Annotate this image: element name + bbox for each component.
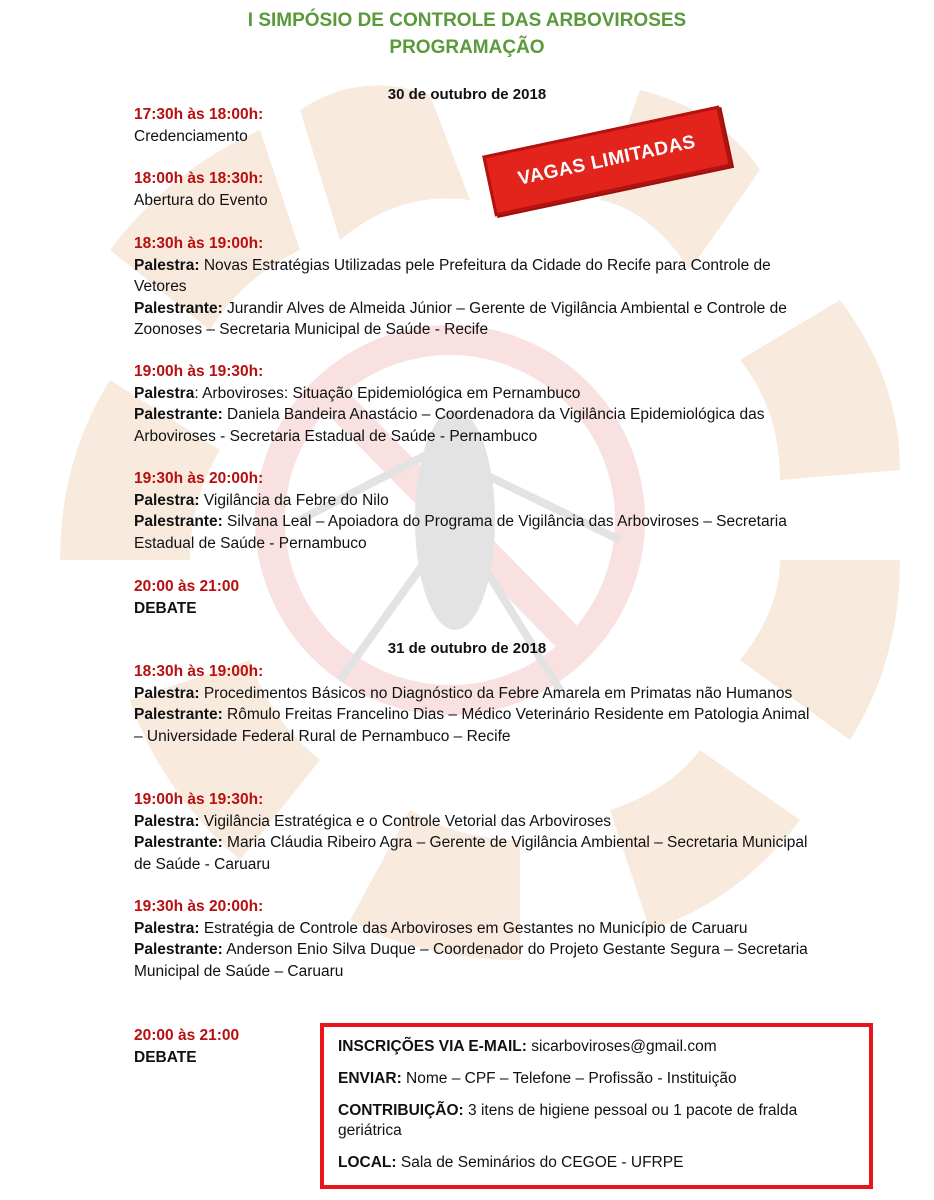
local-label: LOCAL: [338, 1154, 397, 1171]
palestra-label: Palestra: [134, 256, 200, 274]
schedule-item [134, 104, 814, 147]
program-subtitle: PROGRAMAÇÃO [389, 37, 545, 58]
palestra-label: Palestra: [134, 491, 200, 509]
palestra-label: Palestra: [134, 812, 200, 830]
schedule-item [134, 576, 814, 619]
item-time: 20:00 às 21:00 [134, 578, 240, 595]
event-title: I SIMPÓSIO DE CONTROLE DAS ARBOVIROSES [247, 10, 687, 31]
palestra-label: Palestra [134, 384, 195, 402]
palestrante-text: Silvana Leal – Apoiadora do Programa de Vigilância das Arboviroses – Secretaria Estadual de Saúde - Pernambuco [134, 513, 787, 552]
day2-date: 31 de outubro de 2018 [387, 640, 547, 657]
contribuicao-line [338, 1101, 855, 1141]
contribuicao-label: CONTRIBUIÇÃO: [338, 1102, 464, 1119]
enviar-line [338, 1069, 855, 1089]
schedule-item [134, 1025, 314, 1068]
palestrante-text: Rômulo Freitas Francelino Dias – Médico Veterinário Residente em Patologia Animal – Universidade Federal Rural de Pernambuco – Recife [134, 706, 810, 745]
palestra-text: Novas Estratégias Utilizadas pele Prefeitura da Cidade do Recife para Controle de Vetores [134, 256, 771, 296]
palestra-text: Vigilância Estratégica e o Controle Vetorial das Arboviroses [203, 812, 612, 830]
palestra-label: Palestra: [134, 684, 200, 702]
palestrante-text: Maria Cláudia Ribeiro Agra – Gerente de Vigilância Ambiental – Secretaria Municipal de Saúde - Caruaru [134, 834, 808, 873]
item-time: 19:00h às 19:30h: [134, 363, 264, 380]
item-time: 17:30h às 18:00h: [134, 106, 264, 123]
palestrante-label: Palestrante: [134, 941, 223, 959]
item-text: DEBATE [134, 1048, 197, 1066]
email-address: sicarboviroses@gmail.com [531, 1038, 717, 1055]
palestra-label: Palestra: [134, 919, 200, 937]
inscricoes-line [338, 1037, 855, 1057]
enviar-value: Nome – CPF – Telefone – Profissão - Instituição [406, 1070, 737, 1087]
inscricoes-label: INSCRIÇÕES VIA E-MAIL: [338, 1038, 527, 1055]
item-time: 19:00h às 19:30h: [134, 791, 264, 808]
contribuicao-value: 3 itens de higiene pessoal ou 1 pacote de fralda geriátrica [338, 1102, 798, 1139]
schedule-item [134, 233, 814, 341]
palestrante-text: Daniela Bandeira Anastácio – Coordenadora da Vigilância Epidemiológica das Arboviroses - Secretaria Estadual de Saúde - Pernambuco [134, 406, 765, 445]
palestrante-text: Jurandir Alves de Almeida Júnior – Gerente de Vigilância Ambiental e Controle de Zoonoses – Secretaria Municipal de Saúde - Recife [134, 299, 787, 339]
enviar-label: ENVIAR: [338, 1070, 402, 1087]
stamp-text: VAGAS LIMITADAS [516, 131, 698, 190]
registration-info-box [320, 1023, 873, 1189]
day1-date: 30 de outubro de 2018 [387, 86, 547, 103]
palestrante-label: Palestrante: [134, 513, 223, 531]
palestra-text: Procedimentos Básicos no Diagnóstico da Febre Amarela em Primatas não Humanos [203, 684, 793, 702]
local-line [338, 1153, 855, 1173]
item-time: 19:30h às 20:00h: [134, 898, 264, 915]
schedule-item [134, 896, 814, 982]
item-time: 19:30h às 20:00h: [134, 470, 264, 487]
palestra-text: Arboviroses: Situação Epidemiológica em Pernambuco [202, 384, 581, 402]
schedule-item: 19:00h às 19:30h: Palestra: Arboviroses: Situação Epidemiológica em Pernambuco Palestrante: Daniela Bandeira Anastácio – Coordenadora da Vigilância Epidemiológica das Arboviroses - Secretaria Estadual de Saúde - Pernambuco [134, 361, 814, 447]
local-value: Sala de Seminários do CEGOE - UFRPE [400, 1154, 684, 1171]
item-text: DEBATE [134, 599, 197, 617]
palestrante-label: Palestrante: [134, 299, 223, 317]
item-time: 20:00 às 21:00 [134, 1027, 240, 1044]
item-text: Abertura do Evento [134, 191, 268, 209]
palestrante-label: Palestrante: [134, 706, 223, 724]
palestra-text: Estratégia de Controle das Arboviroses em Gestantes no Município de Caruaru [203, 919, 748, 937]
schedule-item [134, 468, 814, 554]
palestrante-label: Palestrante: [134, 406, 223, 424]
palestrante-label: Palestrante: [134, 834, 223, 852]
item-text: Credenciamento [134, 127, 248, 145]
item-time: 18:30h às 19:00h: [134, 663, 264, 680]
palestrante-text: Anderson Enio Silva Duque – Coordenador do Projeto Gestante Segura – Secretaria Municipal de Saúde – Caruaru [134, 941, 808, 980]
schedule-item [134, 661, 814, 747]
palestra-text: Vigilância da Febre do Nilo [203, 491, 389, 509]
schedule-item [134, 789, 814, 875]
item-time: 18:00h às 18:30h: [134, 170, 264, 187]
item-time: 18:30h às 19:00h: [134, 235, 264, 252]
schedule-item [134, 168, 814, 211]
